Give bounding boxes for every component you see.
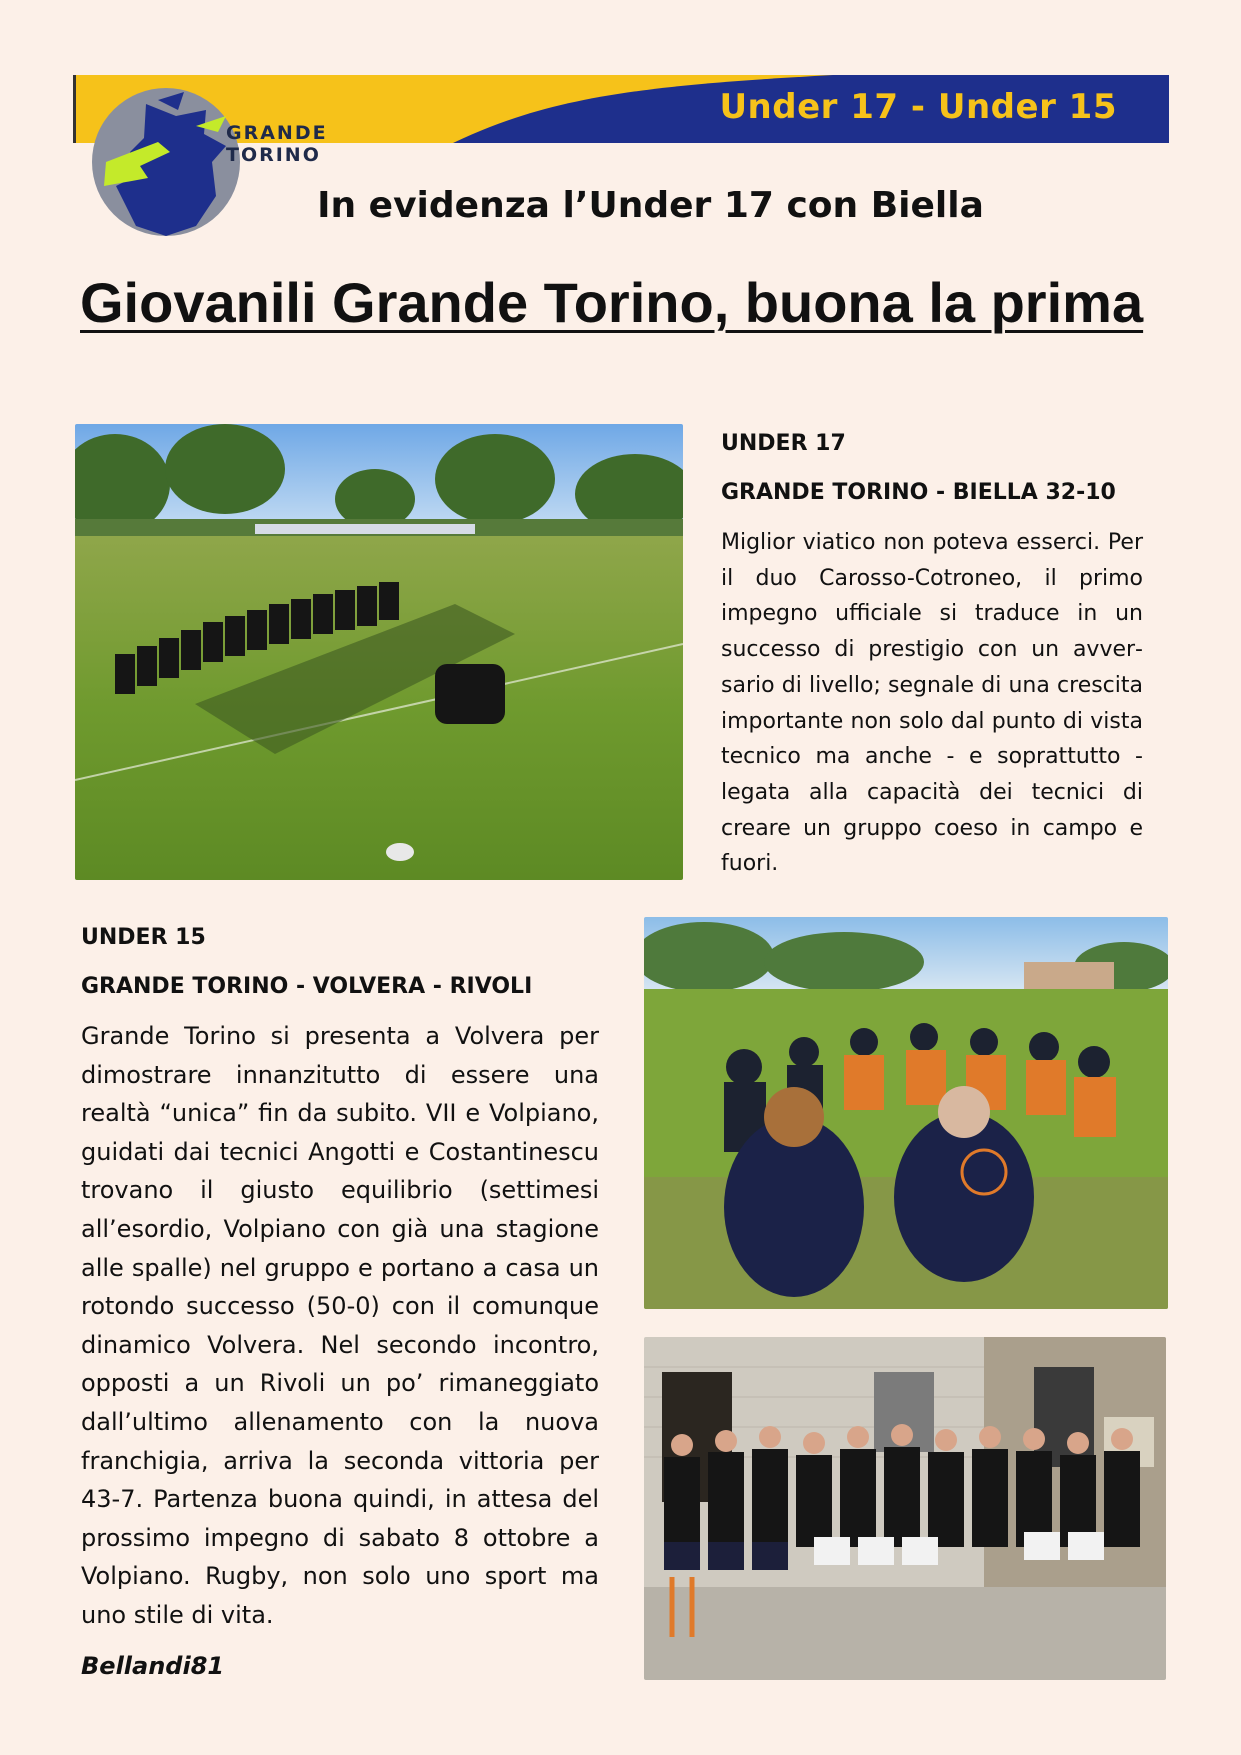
under15-huddle-photo: [644, 917, 1168, 1309]
under15-team-photo: [644, 1337, 1166, 1680]
article-subtitle: In evidenza l’Under 17 con Biella: [317, 185, 984, 226]
article-headline: Giovanili Grande Torino, buona la prima: [80, 271, 1144, 334]
under15-match-result: GRANDE TORINO - VOLVERA - RIVOLI: [81, 974, 533, 999]
banner-label: Under 17 - Under 15: [719, 87, 1117, 127]
under17-category: UNDER 17: [721, 431, 846, 456]
under17-article-text: Miglior viatico non poteva esserci. Per il duo Carosso-Cotroneo, il primo impegno ufficiale si traduce in un successo di prestigio con un avversario di livello; segnale di una crescita importante non solo dal punto di vista tecnico ma anche - e soprattutto - legata alla capacità dei tecnici di creare un gruppo coeso in campo e fuori.: [721, 530, 1143, 877]
under17-match-result: GRANDE TORINO - BIELLA 32-10: [721, 480, 1116, 505]
author-signature: Bellandi81: [81, 1652, 225, 1680]
under15-article-text: Grande Torino si presenta a Volvera per dimostrare innanzitutto di essere una realtà “unica” fin da subito. VII e Volpiano, guidati dai tecnici Angotti e Costantinescu trovano il giusto equilibrio (settimesi all’esordio, Volpiano con già una stagione alle spalle) nel gruppo e portano a casa un rotondo successo (50-0) con il comunque dinamico Volvera. Nel secondo incontro, opposti a un Rivoli un po’ rimaneggiato dall’ultimo allenamento con la nuova franchigia, arriva la seconda vittoria per 43-7. Partenza buona quindi, in attesa del prossimo impegno di sabato 8 ottobre a Volpiano. Rugby, non solo uno sport ma uno stile di vita.: [81, 1022, 599, 1629]
club-logo-wordmark: GRANDE TORINO: [226, 122, 328, 166]
under17-team-photo: [75, 424, 683, 880]
under15-category: UNDER 15: [81, 925, 206, 950]
